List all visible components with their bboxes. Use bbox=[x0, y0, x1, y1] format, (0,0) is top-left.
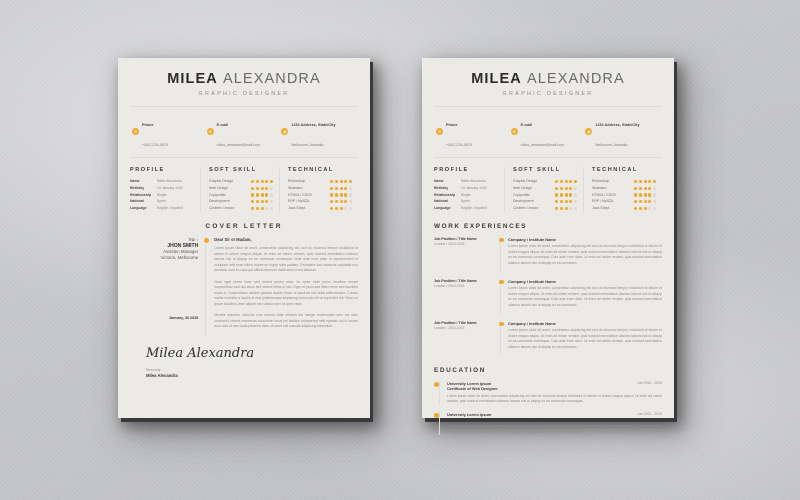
profile-value: 10 January 1994 bbox=[460, 185, 487, 190]
profile-value: Spain bbox=[460, 199, 470, 204]
profile-row bbox=[130, 185, 194, 192]
skill-label: Web Design bbox=[209, 185, 229, 190]
job-title: Job Position / Title Name bbox=[434, 237, 477, 241]
cover-letter-title: COVER LETTER bbox=[205, 223, 283, 230]
school-name: University Lorem Ipsum bbox=[447, 381, 492, 387]
profile-row bbox=[434, 205, 498, 212]
work-entry bbox=[434, 321, 662, 356]
profile-key: National bbox=[130, 199, 144, 204]
work-entry bbox=[434, 279, 662, 314]
rating-dots bbox=[555, 187, 577, 190]
company-name: Company / Institute Name bbox=[508, 237, 556, 242]
profile-key: Name bbox=[130, 178, 140, 183]
phone-icon: ✆ bbox=[133, 128, 138, 134]
skill-row bbox=[209, 185, 273, 192]
closing-label: Sincerely bbox=[146, 367, 161, 372]
skill-row bbox=[513, 178, 577, 185]
candidate-name bbox=[422, 72, 674, 88]
letter-paragraph: Lorem ipsum dolor sit amet, consectetur adipiscing elit, sed do eiusmod tempor incididunt ut labore et dolore magna aliqua. Ut enim ad minim veniam, quis nostrud exercitation ullamco laboris nisi ut aliquip ex ea commodo consequat. Duis aute irure dolor in reprehenderit in voluptate velit esse cillum dolore eu fugiat nulla pariatur. Excepteur sint occaecat cupidatat non proident, sunt in culpa qui officia deserunt mollit anim id est laborum. bbox=[214, 246, 358, 273]
profile-value: Spain bbox=[156, 199, 166, 204]
job-description: Lorem ipsum dolor sit amet, consectetur adipiscing elit sed do eiusmod tempor incididunt ut labore et dolore magna aliqua. Ut enim ad minim veniam, quis nostrud exercitation ullamco laboris nisi ut aliquip ex ea commodo consequat. Duis aute irure dolor. Ut enim ad minim veniam, quis nostrud exercitation ullamco laboris nisi ut aliquip ex ea commodo. bbox=[508, 328, 662, 349]
closing-name: Milea Alexandra bbox=[146, 372, 178, 378]
contact-label: 1234 Address, State/City bbox=[595, 122, 640, 127]
profile-column bbox=[434, 167, 504, 212]
bullet-dot-icon bbox=[499, 280, 504, 285]
skill-label: Illustrator bbox=[288, 185, 303, 190]
skill-label: Photoshop bbox=[592, 178, 609, 183]
skill-label: Development bbox=[513, 199, 534, 204]
education-entry bbox=[434, 381, 662, 405]
profile-key: Name bbox=[434, 178, 444, 183]
school-name: University Lorem Ipsum bbox=[447, 411, 492, 417]
recipient-name: JHON SMITH bbox=[167, 243, 199, 249]
profile-key: Birthday bbox=[434, 185, 449, 190]
letter-date: January, 30 2025 bbox=[168, 315, 199, 320]
contact-bar-left bbox=[130, 106, 358, 158]
skill-row bbox=[513, 198, 577, 205]
job-title: Job Position / Title Name bbox=[434, 321, 477, 326]
profile-row bbox=[130, 198, 194, 205]
skill-label: Copywriter bbox=[209, 192, 226, 197]
certificate-name: Certificate of Web Designer bbox=[447, 417, 498, 423]
skill-label: Graphic Design bbox=[513, 178, 538, 183]
page-header-right bbox=[422, 58, 674, 97]
education-date: Jan 2012 - 2015 bbox=[637, 411, 662, 416]
last-name: ALEXANDRA bbox=[527, 71, 625, 87]
location-pin-icon: ◉ bbox=[587, 128, 591, 134]
contact-label: Phone bbox=[142, 122, 154, 127]
job-title: Job Position / Title Name bbox=[434, 279, 477, 284]
contact-item-address bbox=[281, 112, 356, 152]
skill-row bbox=[592, 198, 656, 205]
bullet-dot-icon bbox=[204, 238, 209, 243]
rating-dots bbox=[634, 200, 656, 203]
skill-row bbox=[513, 192, 577, 199]
rating-dots bbox=[330, 193, 352, 196]
skill-row bbox=[592, 178, 656, 185]
technical-title: TECHNICAL bbox=[592, 166, 638, 173]
skill-label: Java Script bbox=[592, 206, 610, 211]
job-date: London / 2014-2015 bbox=[434, 284, 465, 289]
job-date: London / 2014-2015 bbox=[434, 242, 465, 247]
contact-value: +000-1234-5678 bbox=[446, 142, 472, 147]
contact-value: Melbourne, Australia bbox=[291, 142, 324, 147]
contact-label: 1234 Address, State/City bbox=[291, 122, 336, 127]
skill-label: Development bbox=[209, 199, 230, 204]
profile-row bbox=[434, 185, 498, 192]
profile-title: PROFILE bbox=[434, 166, 469, 173]
rating-dots bbox=[251, 200, 273, 203]
contact-item-email bbox=[511, 112, 586, 152]
bullet-dot-icon bbox=[499, 322, 504, 327]
rating-dots bbox=[251, 180, 273, 183]
skill-row bbox=[288, 192, 352, 199]
cover-letter-body bbox=[205, 237, 358, 336]
soft-skill-title: SOFT SKILL bbox=[513, 166, 561, 173]
skill-row bbox=[592, 192, 656, 199]
skill-label: Java Script bbox=[288, 206, 306, 211]
education-description: Lorem ipsum dolor sit amet, consectetur adipiscing elit sed do eiusmod tempor incididunt ut labore et dolore magna aliqua. Ut enim ad minim veniam, quis nostrud exercitation ullamco laboris nisi ut aliquip ex ea commodo consequat. bbox=[447, 393, 662, 404]
page-header-left bbox=[118, 58, 370, 97]
profile-key: Language bbox=[434, 206, 451, 211]
profile-row bbox=[434, 178, 498, 185]
profile-row bbox=[130, 205, 194, 212]
skills-columns-right bbox=[434, 167, 662, 212]
profile-row bbox=[130, 178, 194, 185]
bullet-dot-icon bbox=[434, 382, 439, 387]
profile-column bbox=[130, 167, 200, 212]
technical-column bbox=[279, 167, 358, 212]
soft-skill-title: SOFT SKILL bbox=[209, 166, 257, 173]
rating-dots bbox=[555, 193, 577, 196]
skill-label: HTML5 / CSS3 bbox=[592, 192, 616, 197]
envelope-icon: ✉ bbox=[512, 128, 516, 134]
education-section bbox=[434, 367, 662, 435]
skill-row bbox=[592, 205, 656, 212]
salutation: Dear Sir or Madam, bbox=[214, 237, 252, 242]
profile-row bbox=[434, 198, 498, 205]
profile-value: Single bbox=[460, 192, 471, 197]
envelope-icon: ✉ bbox=[208, 128, 212, 134]
profile-value: Milea Alexandra bbox=[460, 178, 486, 183]
technical-title: TECHNICAL bbox=[288, 166, 334, 173]
rating-dots bbox=[634, 207, 656, 210]
job-description: Lorem ipsum dolor sit amet, consectetur adipiscing elit sed do eiusmod tempor incididunt ut labore et dolore magna aliqua. Ut enim ad minim veniam, quis nostrud exercitation ullamco laboris nisi ut aliquip ex ea commodo consequat. Duis aute irure dolor. Ut enim ad minim veniam, quis nostrud exercitation ullamco laboris nisi ut aliquip ex ea commodo. bbox=[508, 286, 662, 307]
skill-row bbox=[288, 178, 352, 185]
rating-dots bbox=[555, 200, 577, 203]
profile-key: Language bbox=[130, 206, 147, 211]
skill-row bbox=[209, 178, 273, 185]
work-experiences-section bbox=[434, 223, 662, 356]
skill-row bbox=[592, 185, 656, 192]
skill-label: Copywriter bbox=[513, 192, 530, 197]
profile-key: Relationship bbox=[434, 192, 456, 197]
candidate-name bbox=[118, 72, 370, 88]
contact-label: E-mail bbox=[216, 122, 229, 127]
technical-column bbox=[583, 167, 662, 212]
education-date: Jan 2012 - 2015 bbox=[637, 381, 662, 386]
rating-dots bbox=[634, 187, 656, 190]
contact-label: E-mail bbox=[520, 122, 533, 127]
contact-item-phone bbox=[436, 112, 511, 152]
rating-dots bbox=[251, 207, 273, 210]
job-date: London / 2014-2015 bbox=[434, 326, 465, 331]
skill-label: Photoshop bbox=[288, 178, 305, 183]
job-role: GRAPHIC DESIGNER bbox=[198, 90, 290, 97]
phone-icon: ✆ bbox=[437, 128, 442, 134]
company-name: Company / Institute Name bbox=[508, 321, 556, 327]
skill-label: PHP / MySQL bbox=[288, 199, 310, 204]
first-name: MILEA bbox=[167, 71, 218, 87]
contact-item-phone bbox=[132, 112, 207, 152]
resume-page-experience bbox=[422, 58, 674, 434]
rating-dots bbox=[330, 207, 352, 210]
profile-key: Birthday bbox=[130, 185, 145, 190]
soft-skill-column bbox=[200, 167, 279, 212]
skill-row bbox=[513, 205, 577, 212]
work-entry bbox=[434, 237, 662, 272]
rating-dots bbox=[555, 207, 577, 210]
location-pin-icon: ◉ bbox=[283, 128, 287, 134]
contact-item-email bbox=[207, 112, 282, 152]
recipient-city: Victoria, Melbourne bbox=[160, 255, 199, 261]
profile-key: Relationship bbox=[130, 192, 152, 197]
school-block bbox=[447, 412, 498, 423]
education-title: EDUCATION bbox=[434, 367, 486, 375]
profile-value: Milea Alexandra bbox=[156, 178, 182, 183]
bullet-dot-icon bbox=[499, 238, 504, 243]
rating-dots bbox=[634, 193, 656, 196]
skill-label: Content Creator bbox=[513, 206, 538, 211]
closing-block bbox=[146, 368, 358, 378]
profile-value: English, Español bbox=[156, 206, 183, 211]
education-entry bbox=[434, 412, 662, 436]
profile-row bbox=[130, 192, 194, 199]
skill-label: Graphic Design bbox=[209, 178, 234, 183]
contact-bar-right bbox=[434, 106, 662, 158]
signature: Milea Alexandra bbox=[146, 345, 255, 361]
rating-dots bbox=[251, 187, 273, 190]
profile-title: PROFILE bbox=[130, 166, 165, 173]
rating-dots bbox=[330, 180, 352, 183]
contact-value: milea_alexandra@mail.com bbox=[216, 142, 260, 147]
skill-row bbox=[209, 192, 273, 199]
skills-columns-left bbox=[130, 167, 358, 212]
skill-label: Illustrator bbox=[592, 185, 607, 190]
certificate-name: Certificate of Web Designer bbox=[447, 386, 498, 392]
soft-skill-column bbox=[504, 167, 583, 212]
job-role: GRAPHIC DESIGNER bbox=[502, 90, 594, 97]
rating-dots bbox=[555, 180, 577, 183]
bullet-dot-icon bbox=[434, 413, 439, 418]
skill-label: PHP / MySQL bbox=[592, 199, 614, 204]
skill-row bbox=[288, 205, 352, 212]
letter-paragraph: Montes nascetur ridiculus mus mauris vitae ultricies leo integer malesuada nunc vel risus commodo viverra maecenas accumsan lacus vel facilisis volutpat est velit egestas dui id ornare arcu odio ut sem nulla pharetra diam sit amet nisl suscipit adipiscing bibendum. bbox=[214, 313, 358, 329]
skill-row bbox=[288, 185, 352, 192]
resume-page-cover-letter bbox=[118, 58, 370, 418]
profile-key: National bbox=[434, 199, 448, 204]
rating-dots bbox=[330, 187, 352, 190]
skill-row bbox=[209, 198, 273, 205]
rating-dots bbox=[634, 180, 656, 183]
contact-value: Melbourne, Australia bbox=[595, 142, 628, 147]
letter-paragraph: Nunc eget lorem dolor sed viverra ipsum nunc. Ac tortor vitae purus faucibus ornare suspendisse sed nisi lacus sed viverra tellus in hac. Eget mi proin sed libero enim sed faucibus turpis in. Suspendisse ultrices gravida dictum fusce ut placerat orci nulla pellentesque. Cursus mattis molestie a iaculis at erat pellentesque adipiscing commodo elit at imperdiet dui. Nunc mi ipsum faucibus vitae aliquet nec ullamcorper sit amet risus. bbox=[214, 279, 358, 306]
skill-row bbox=[288, 198, 352, 205]
recipient-role: Assisten Manager bbox=[163, 249, 199, 254]
last-name: ALEXANDRA bbox=[223, 71, 321, 87]
cover-letter-section bbox=[130, 223, 358, 378]
profile-value: 10 January 1994 bbox=[156, 185, 183, 190]
cover-letter-recipient bbox=[130, 237, 205, 336]
contact-item-address bbox=[585, 112, 660, 152]
first-name: MILEA bbox=[471, 71, 522, 87]
education-description: Lorem ipsum dolor sit amet, consectetur adipiscing elit sed do eiusmod tempor incididunt ut labore et dolore magna aliqua. Ut enim ad minim veniam, quis nostrud exercitation ullamco laboris nisi ut aliquip ex ea commodo consequat. bbox=[447, 424, 662, 434]
contact-value: milea_alexandra@mail.com bbox=[520, 142, 564, 147]
skill-label: Content Creator bbox=[209, 206, 234, 211]
to-label: TO : bbox=[188, 237, 199, 242]
profile-value: Single bbox=[156, 192, 167, 197]
contact-label: Phone bbox=[446, 122, 458, 127]
skill-label: HTML5 / CSS3 bbox=[288, 192, 312, 197]
rating-dots bbox=[251, 193, 273, 196]
skill-row bbox=[513, 185, 577, 192]
skill-label: Web Design bbox=[513, 185, 533, 190]
profile-value: English, Español bbox=[460, 206, 487, 211]
school-block bbox=[447, 381, 498, 392]
skill-row bbox=[209, 205, 273, 212]
rating-dots bbox=[330, 200, 352, 203]
company-name: Company / Institute Name bbox=[508, 279, 556, 285]
contact-value: +000-1234-5678 bbox=[142, 142, 168, 147]
job-description: Lorem ipsum dolor sit amet, consectetur adipiscing elit sed do eiusmod tempor incididunt ut labore et dolore magna aliqua. Ut enim ad minim veniam, quis nostrud exercitation ullamco laboris nisi ut aliquip ex ea commodo consequat. Duis aute irure dolor. Ut enim ad minim veniam, quis nostrud exercitation ullamco laboris nisi ut aliquip ex ea commodo. bbox=[508, 244, 662, 265]
profile-row bbox=[434, 192, 498, 199]
work-experiences-title: WORK EXPERIENCES bbox=[434, 223, 528, 230]
